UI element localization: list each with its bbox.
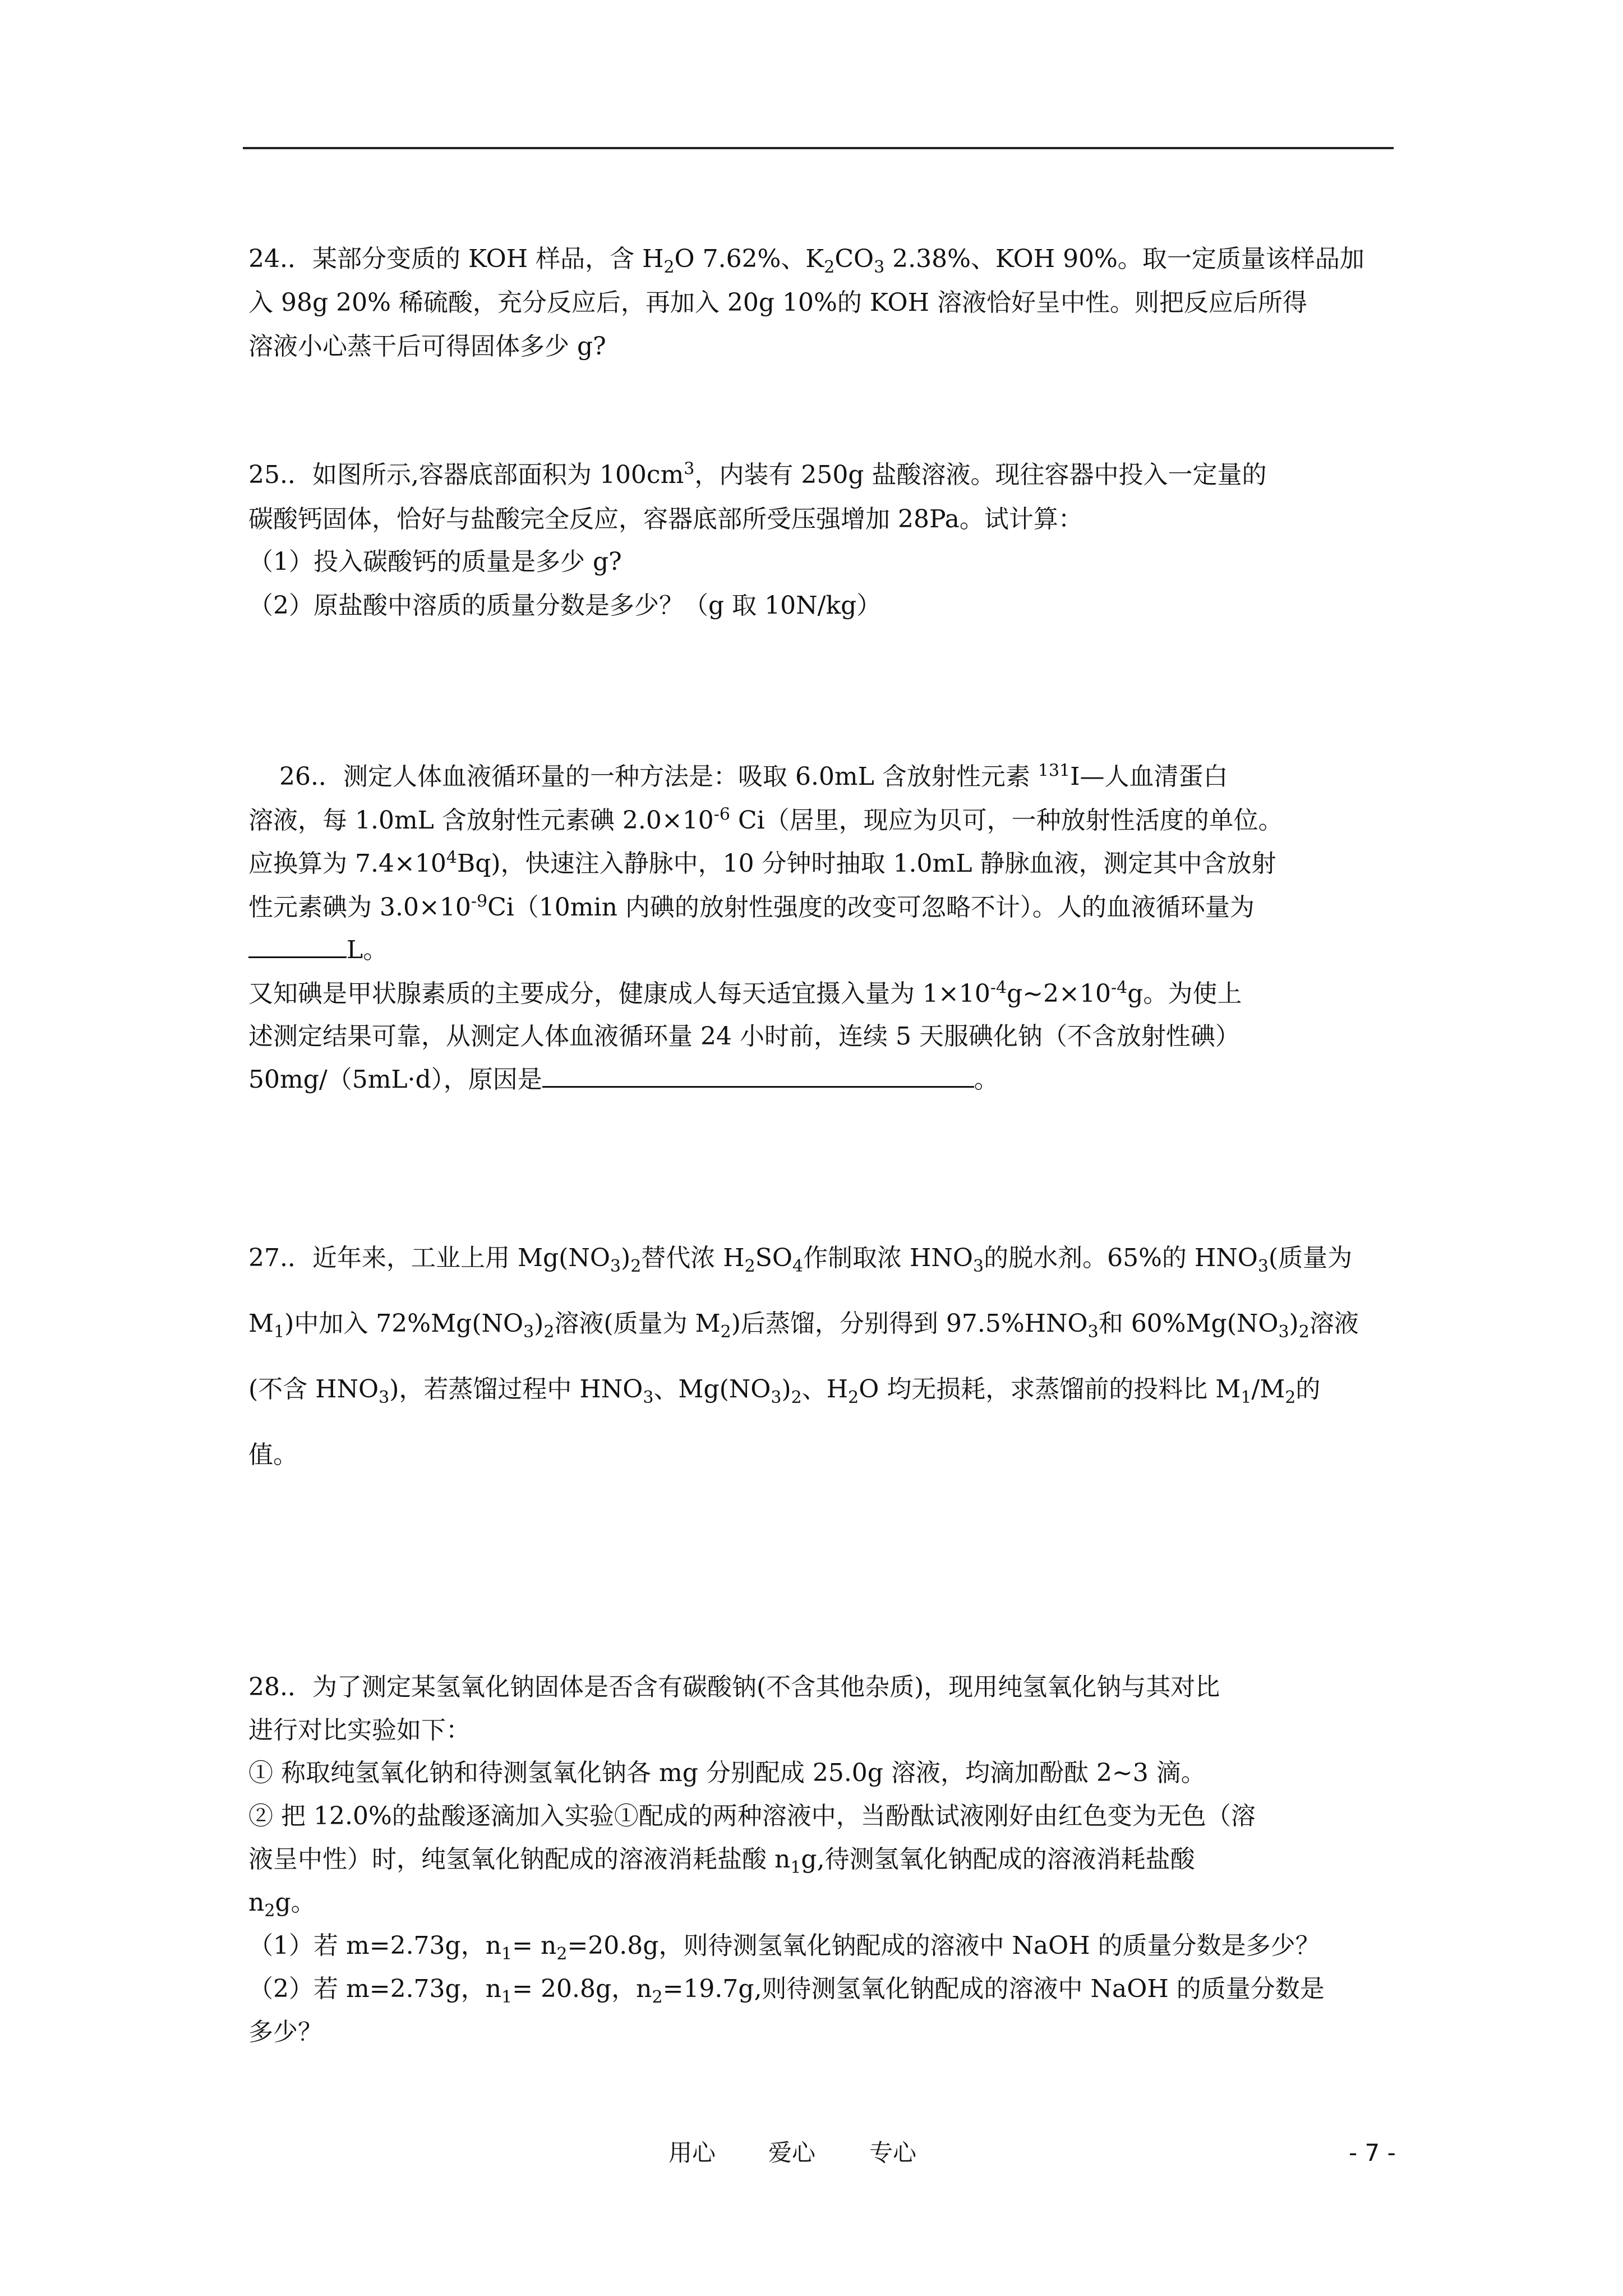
q24-line-3: 溶液小心蒸干后可得固体多少 g? <box>248 332 606 361</box>
page-number: - 7 - <box>1349 2139 1396 2166</box>
q26-line-4: 性元素碘为 $3.0\times 10^{-9}Ci(10\min$ 内碘的放射性强度的改变可忽略不计）。人的血液循环量为 <box>248 891 1255 922</box>
footer-motto-1: 用心 <box>668 2139 716 2166</box>
q28-line-8: （2）若 m=2.73g，$n_1= 20.8g$，$n_2=19.7g$,则待测氢氧化钠配成的溶液中 NaOH 的质量分数是 <box>248 1975 1325 2007</box>
header-rule <box>243 147 1394 149</box>
q28-line-5: 液呈中性）时，纯氢氧化钠配成的溶液消耗盐酸 $n_1g$,待测氢氧化钠配成的溶液消耗盐酸 <box>248 1845 1195 1878</box>
q26-line-7: 述测定结果可靠，从测定人体血液循环量 24 小时前，连续 5 天服碘化钠（不含放射性碘） <box>248 1022 1240 1051</box>
footer-motto-2: 爱心 <box>768 2139 816 2166</box>
answer-blank <box>542 1085 974 1088</box>
q25-line-1: 25.．如图所示,容器底部面积为 $100cm^3$，内装有 250g 盐酸溶液。现往容器中投入一定量的 <box>248 459 1267 489</box>
q28-line-3: ① 称取纯氢氧化钠和待测氢氧化钠各 mg 分别配成 25.0g 溶液，均滴加酚酞 2~3 滴。 <box>248 1759 1206 1787</box>
q26-line-2: 溶液，每 1.0mL 含放射性元素碘 $2.0\times 10^{-6}$ Ci（居里，现应为贝可，一种放射性活度的单位。 <box>248 804 1283 835</box>
q25-line-2: 碳酸钙固体，恰好与盐酸完全反应，容器底部所受压强增加 28Pa。试计算： <box>248 505 1083 533</box>
q27-line-1: 27.．近年来，工业上用 $Mg(NO_3)_2$替代浓 $H_2SO_4$作制取浓 $HNO_3$的脱水剂。65%的 $HNO_3$(质量为 <box>248 1244 1353 1276</box>
q28-line-7: （1）若 m=2.73g，$n_1= n_2=20.8g$，则待测氢氧化钠配成的溶液中 NaOH 的质量分数是多少？ <box>248 1931 1320 1964</box>
q25-line-3: （1）投入碳酸钙的质量是多少 g? <box>248 547 622 576</box>
q27-line-2: $M_1$)中加入 $72\%Mg(NO_3)_2$溶液(质量为 $M_2$)后蒸馏，分别得到 $97.5\%HNO_3$和 $60\%Mg(NO_3)_2$溶液 <box>248 1309 1359 1342</box>
q28-line-2: 进行对比实验如下： <box>248 1716 471 1745</box>
q26-line-8: 50mg/（5mL·d），原因是 。 <box>248 1065 999 1094</box>
q26-line-5: L。 <box>248 933 388 967</box>
q27-line-3: (不含 $HNO_3$)，若蒸馏过程中 $HNO_3$、$Mg(NO_3)_2$、$H_2O$ 均无损耗，求蒸馏前的投料比 $M_1/M_2$的 <box>248 1375 1321 1407</box>
q27-line-4: 值。 <box>248 1441 298 1469</box>
q28-line-6: $n_2g$。 <box>248 1888 316 1921</box>
q24-line-2: 入 98g 20% 稀硫酸，充分反应后，再加入 20g 10%的 KOH 溶液恰好呈中性。则把反应后所得 <box>248 288 1307 317</box>
q28-line-1: 28.．为了测定某氢氧化钠固体是否含有碳酸钠(不含其他杂质)，现用纯氢氧化钠与其对比 <box>248 1673 1220 1701</box>
answer-blank <box>248 956 347 958</box>
q26-line-1: 26.．测定人体血液循环量的一种方法是：吸取 6.0mL 含放射性元素 $^{131}$I—人血清蛋白 <box>279 761 1228 791</box>
q24-line-1: 24.．某部分变质的 KOH 样品，含 $H_2O$ 7.62%、$K_2CO_3$ 2.38%、KOH 90%。取一定质量该样品加 <box>248 245 1364 277</box>
footer-motto-3: 专心 <box>869 2139 917 2166</box>
q26-line-3: 应换算为 $7.4\times 10^4Bq$)，快速注入静脉中，10 分钟时抽取 1.0mL 静脉血液，测定其中含放射 <box>248 848 1276 878</box>
q28-line-4: ② 把 12.0%的盐酸逐滴加入实验①配成的两种溶液中，当酚酞试液刚好由红色变为无色（溶 <box>248 1802 1256 1830</box>
q26-line-6: 又知碘是甲状腺素质的主要成分，健康成人每天适宜摄入量为 $1\times 10^{-4}g\sim 2\times 10^{-4}g$。为使上 <box>248 978 1242 1008</box>
q25-line-4: （2）原盐酸中溶质的质量分数是多少？（g 取 10N/kg） <box>248 591 882 620</box>
q28-line-9: 多少？ <box>248 2018 322 2046</box>
